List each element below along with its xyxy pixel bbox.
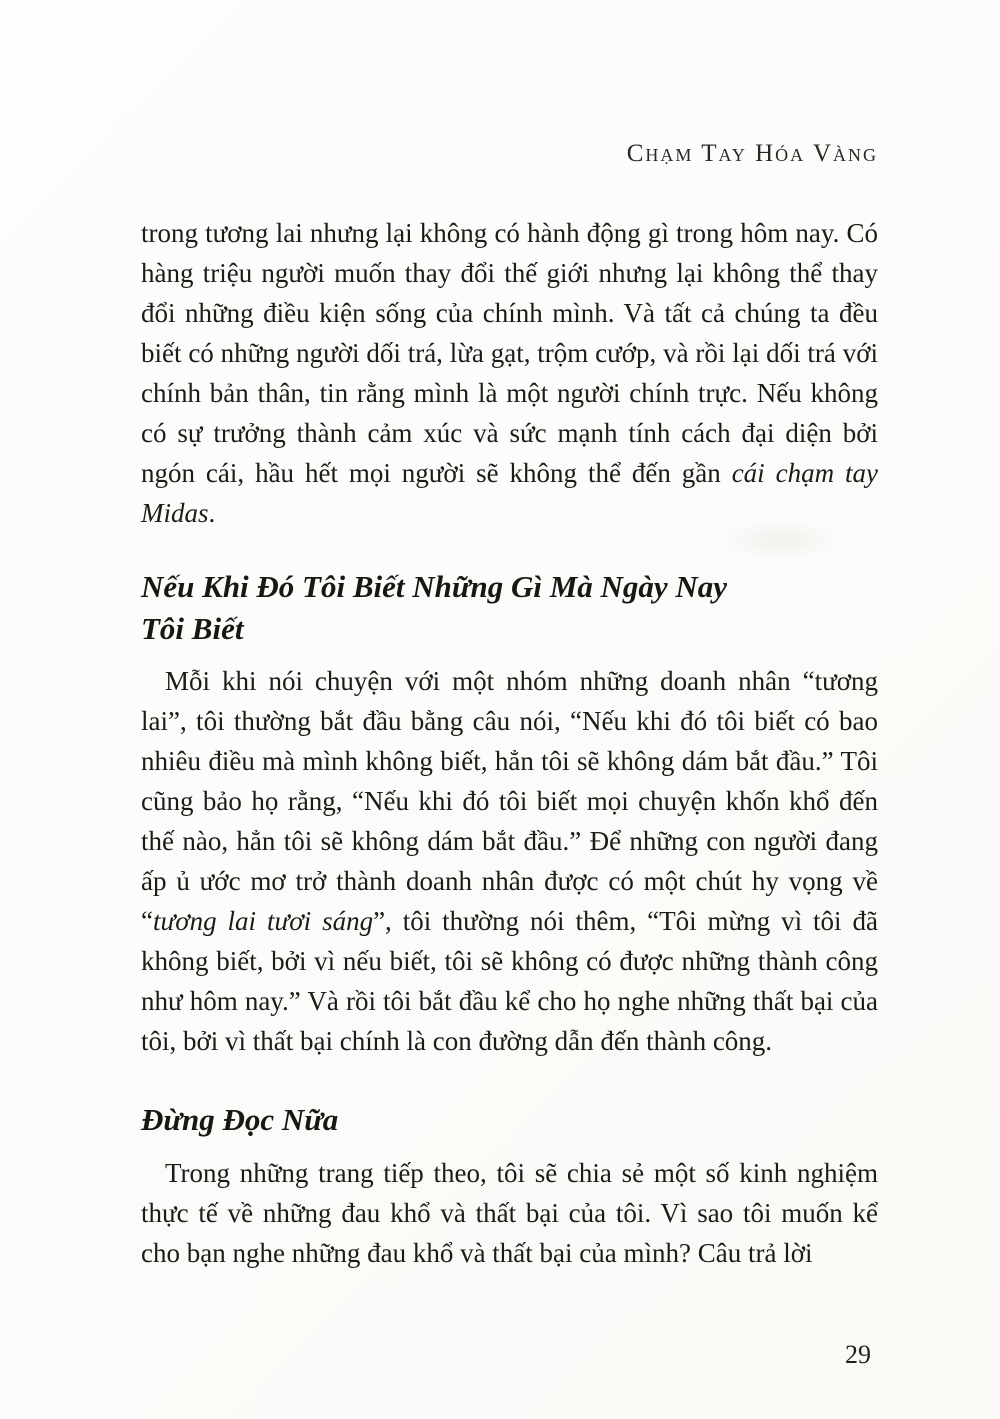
paragraph-3: Trong những trang tiếp theo, tôi sẽ chia sẻ một số kinh nghiệm thực tế về những đau khổ và thất bại của tôi. Vì sao tôi muốn kể cho bạn nghe những đau khổ và thất bại của mình? Câu trả lời [141,1158,878,1268]
running-header: Chạm Tay Hóa Vàng [626,140,878,167]
section-heading-1 [141,566,878,650]
paragraph-continuation: trong tương lai nhưng lại không có hành động gì trong hôm nay. Có hàng triệu người muốn thay đổi thế giới nhưng lại không thể thay đổi những điều kiện sống của chính mình. Và tất cả chúng ta đều biết có những người dối trá, lừa gạt, trộm cướp, và rồi lại dối trá với chính bản thân, tin rằng mình là một người chính trực. Nếu không có sự trưởng thành cảm xúc và sức mạnh tính cách đại diện bởi ngón cái, hầu hết mọi người sẽ không thể đến gần cái chạm tay Midas. [141,218,878,528]
page-number: 29 [845,1340,871,1369]
section-heading-1-line-1: Nếu Khi Đó Tôi Biết Những Gì Mà Ngày Nay [141,569,728,604]
section-heading-1-line-2: Tôi Biết [141,611,244,646]
text-column [141,213,878,1273]
section-heading-2: Đừng Đọc Nữa [141,1102,339,1137]
paragraph-2: Mỗi khi nói chuyện với một nhóm những doanh nhân “tương lai”, tôi thường bắt đầu bằng câu nói, “Nếu khi đó tôi biết có bao nhiêu điều mà mình không biết, hẳn tôi sẽ không dám bắt đầu.” Tôi cũng bảo họ rằng, “Nếu khi đó tôi biết mọi chuyện khốn khổ đến thế nào, hẳn tôi sẽ không dám bắt đầu.” Để những con người đang ấp ủ ước mơ trở thành doanh nhân được có một chút hy vọng về “tương lai tươi sáng”, tôi thường nói thêm, “Tôi mừng vì tôi đã không biết, bởi vì nếu biết, tôi sẽ không có được những thành công như hôm nay.” Và rồi tôi bắt đầu kể cho họ nghe những thất bại của tôi, bởi vì thất bại chính là con đường dẫn đến thành công. [141,666,878,1056]
